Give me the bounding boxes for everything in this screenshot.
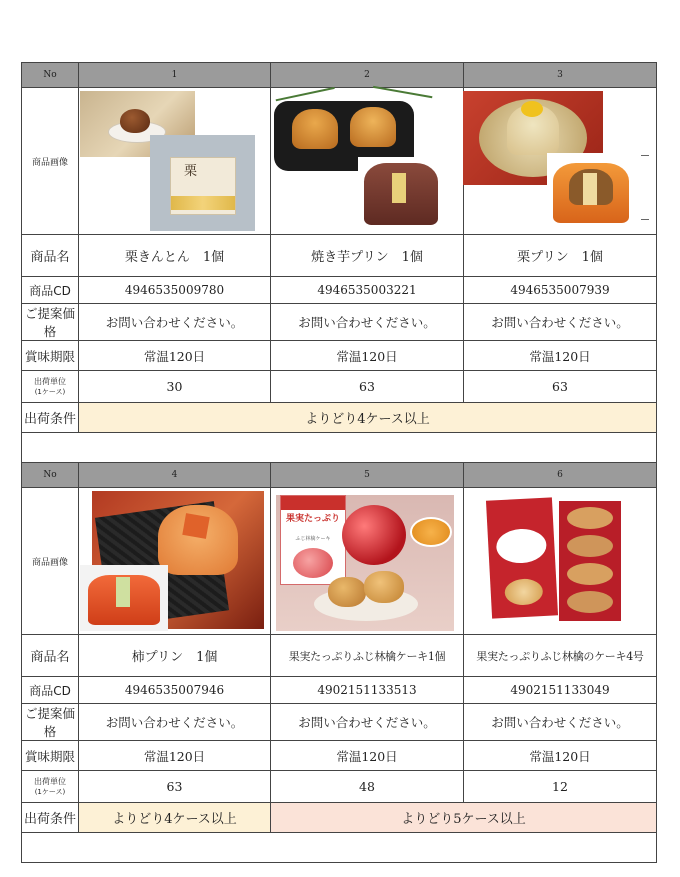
price-row-2 [22,704,657,741]
product-shelf-6: 常温120日 [464,741,657,771]
header-label-no-2: No [22,463,79,488]
label-unit [22,371,79,403]
product-shelf-5: 常温120日 [271,741,464,771]
apple-box-subtitle: ふじ林檎ケーキ [295,536,331,542]
product-price-4: お問い合わせください。 [79,704,271,741]
product-unit-4: 63 [79,771,271,803]
shelf-life-row [22,341,657,371]
image-row-2 [22,488,657,635]
label-condition-2: 出荷条件 [22,803,79,833]
product-price-1: お問い合わせください。 [79,304,271,341]
header-label-no: No [22,63,79,88]
product-cd-6: 4902151133049 [464,677,657,704]
name-row [22,235,657,277]
label-name: 商品名 [22,235,79,277]
label-unit-2-line2: (1ケース) [34,787,66,796]
product-cd-5: 4902151133513 [271,677,464,704]
product-image-2 [271,88,464,235]
spacer-cell-2 [22,833,657,863]
label-shelf-life-2: 賞味期限 [22,741,79,771]
product-shelf-2: 常温120日 [271,341,464,371]
label-price-2: ご提案価格 [22,704,79,741]
product-price-2: お問い合わせください。 [271,304,464,341]
label-unit-2 [22,771,79,803]
product-price-6: お問い合わせください。 [464,704,657,741]
condition-block2-rest: よりどり5ケース以上 [271,803,657,833]
label-unit-2-line1: 出荷単位 [34,776,66,786]
unit-row-2 [22,771,657,803]
product-shelf-4: 常温120日 [79,741,271,771]
header-no-3: 3 [464,63,657,88]
product-table [21,62,657,863]
kuri-pudding-photo [465,91,655,231]
spacer-cell [22,433,657,463]
spacer-row-2 [22,833,657,863]
label-cd-2: 商品CD [22,677,79,704]
name-row-2 [22,635,657,677]
condition-row [22,403,657,433]
product-cd-3: 4946535007939 [464,277,657,304]
yakiimo-pudding-photo [272,91,462,231]
apple-cake-photo [272,491,462,631]
label-cd: 商品CD [22,277,79,304]
header-row-2 [22,463,657,488]
product-cd-1: 4946535009780 [79,277,271,304]
product-image-1 [79,88,271,235]
condition-row-2 [22,803,657,833]
header-no-2: 2 [271,63,464,88]
product-unit-2: 63 [271,371,464,403]
header-no-1: 1 [79,63,271,88]
header-no-4: 4 [79,463,271,488]
product-name-4: 柿プリン 1個 [79,635,271,677]
header-no-6: 6 [464,463,657,488]
product-image-6 [464,488,657,635]
product-price-5: お問い合わせください。 [271,704,464,741]
cd-row-2 [22,677,657,704]
label-unit-line1: 出荷単位 [34,376,66,386]
product-unit-1: 30 [79,371,271,403]
label-image: 商品画像 [22,88,79,235]
product-cd-4: 4946535007946 [79,677,271,704]
condition-block1: よりどり4ケース以上 [79,403,657,433]
image-row [22,88,657,235]
kurikinton-photo: 栗 [80,91,270,231]
label-shelf-life: 賞味期限 [22,341,79,371]
product-sheet [21,62,656,863]
header-row [22,63,657,88]
product-image-3 [464,88,657,235]
label-condition: 出荷条件 [22,403,79,433]
condition-block2-first: よりどり4ケース以上 [79,803,271,833]
product-name-3: 栗プリン 1個 [464,235,657,277]
product-shelf-3: 常温120日 [464,341,657,371]
apple-cake-box-photo [465,491,655,631]
kaki-pudding-photo [80,491,270,631]
label-image-2: 商品画像 [22,488,79,635]
product-unit-5: 48 [271,771,464,803]
label-price: ご提案価格 [22,304,79,341]
product-unit-6: 12 [464,771,657,803]
header-no-5: 5 [271,463,464,488]
product-cd-2: 4946535003221 [271,277,464,304]
product-name-1: 栗きんとん 1個 [79,235,271,277]
shelf-life-row-2 [22,741,657,771]
product-shelf-1: 常温120日 [79,341,271,371]
product-name-5: 果実たっぷりふじ林檎ケーキ1個 [271,635,464,677]
product-image-5 [271,488,464,635]
cd-row [22,277,657,304]
product-image-4 [79,488,271,635]
product-price-3: お問い合わせください。 [464,304,657,341]
label-unit-line2: (1ケース) [34,387,66,396]
spacer-row [22,433,657,463]
product-name-6: 果実たっぷりふじ林檎のケーキ4号 [464,635,657,677]
price-row [22,304,657,341]
apple-box-title: 果実たっぷり [285,514,340,524]
product-unit-3: 63 [464,371,657,403]
label-name-2: 商品名 [22,635,79,677]
unit-row [22,371,657,403]
product-name-2: 焼き芋プリン 1個 [271,235,464,277]
